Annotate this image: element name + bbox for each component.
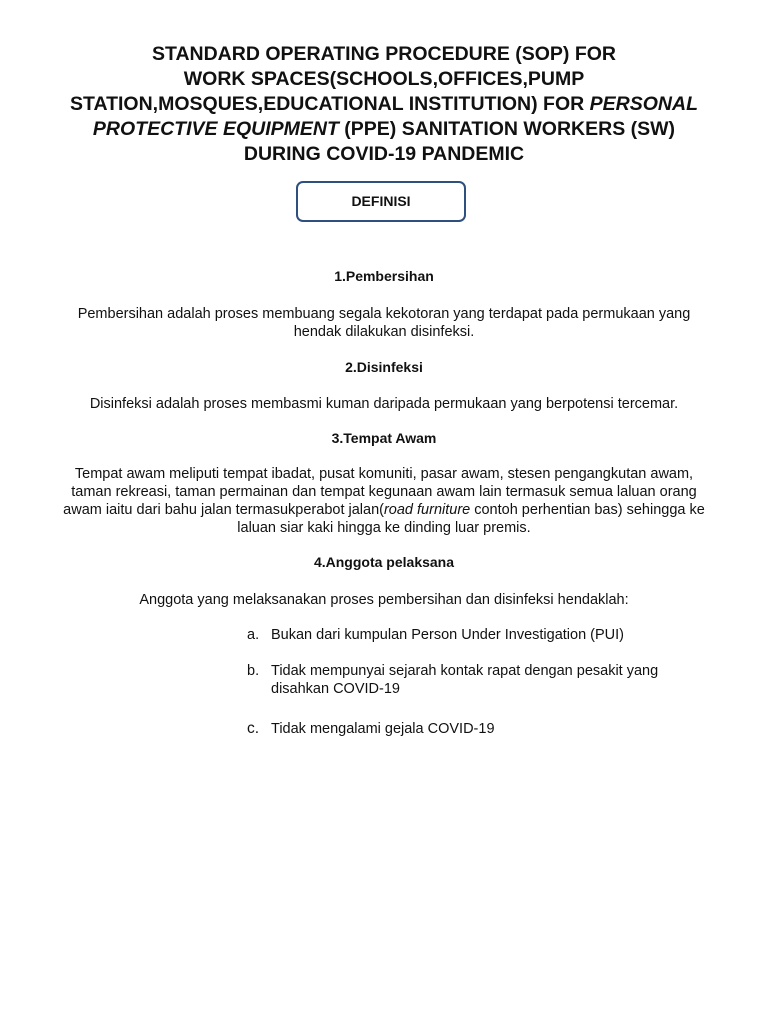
section-heading-pembersihan: 1.Pembersihan	[334, 268, 434, 284]
title-line-1: STANDARD OPERATING PROCEDURE (SOP) FOR	[151, 43, 617, 65]
section-heading-anggota: 4.Anggota pelaksana	[313, 554, 455, 570]
section-text-anggota: Anggota yang melaksanakan proses pembersihan dan disinfeksi hendaklah:	[139, 592, 629, 608]
section-text-pembersihan: Pembersihan adalah proses membuang segala kekotoran yang terdapat pada permukaan yang hendak dilakukan disinfeksi.	[77, 306, 691, 340]
section-heading-tempat-awam: 3.Tempat Awam	[331, 430, 437, 446]
document-title	[40, 42, 728, 167]
section-text-disinfeksi: Disinfeksi adalah proses membasmi kuman daripada permukaan yang berpotensi tercemar.	[89, 396, 679, 412]
title-line-4: PROTECTIVE EQUIPMENT (PPE) SANITATION WORKERS (SW)	[92, 118, 676, 140]
title-line-5: DURING COVID-19 PANDEMIC	[243, 143, 525, 165]
section-text-tempat-awam: Tempat awam meliputi tempat ibadat, pusat komuniti, pasar awam, stesen pengangkutan awam, taman rekreasi, taman permainan dan tempat kegunaan awam lain termasuk semua laluan orang awam iaitu dari bahu jalan termasukperabot jalan(road furniture contoh perhentian bas) sehingga ke laluan siar kaki hingga ke dinding luar premis.	[63, 466, 705, 536]
title-line-3: STATION,MOSQUES,EDUCATIONAL INSTITUTION) FOR PERSONAL	[70, 93, 698, 115]
definisi-box: DEFINISI	[296, 181, 466, 222]
list-marker-c: c.	[247, 720, 260, 737]
list-marker-a: a.	[247, 627, 260, 643]
title-line-2: WORK SPACES(SCHOOLS,OFFICES,PUMP	[183, 68, 585, 90]
section-heading-disinfeksi: 2.Disinfeksi	[345, 359, 423, 375]
list-marker-b: b.	[247, 663, 260, 679]
